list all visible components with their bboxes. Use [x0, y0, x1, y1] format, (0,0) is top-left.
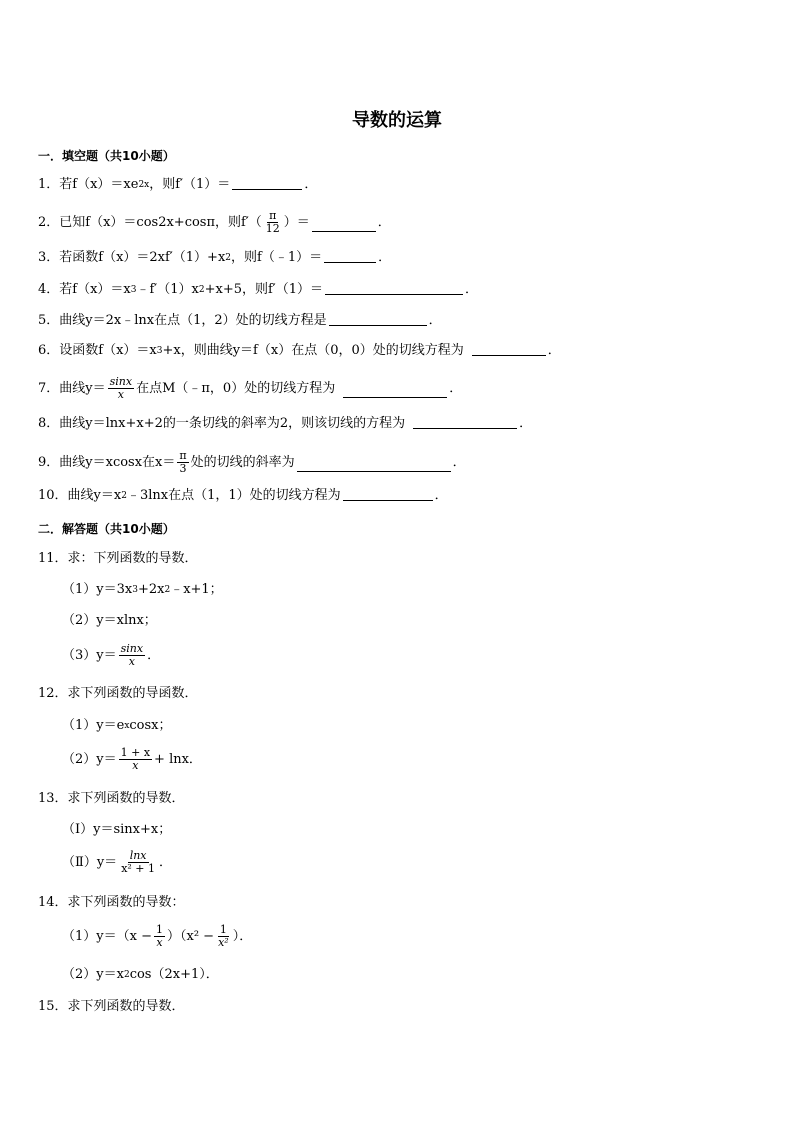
answer-blank — [297, 470, 451, 472]
question-10: 10．曲线y＝x 2 ﹣3lnx在点（1，1）处的切线方程为 ． — [38, 488, 448, 503]
question-11-part-3: （3）y＝ $\frac{\sin x}{x}$ ． — [62, 642, 161, 668]
question-15-stem: 15．求下列函数的导数． — [38, 999, 185, 1014]
question-5: 5．曲线y＝2x﹣lnx在点（1，2）处的切线方程是 ． — [38, 313, 442, 328]
section-fill-blank-heading: 一．填空题（共10小题） — [38, 149, 175, 163]
fraction: $\frac{1}{\text{x²}}$ — [218, 923, 229, 949]
answer-blank — [329, 324, 427, 326]
answer-blank — [413, 427, 517, 429]
page-title: 导数的运算 — [352, 110, 442, 131]
question-12-part-2: （2）y＝ $\frac{1 + x}{x}$ + lnx． — [62, 746, 202, 772]
question-11-stem: 11．求：下列函数的导数． — [38, 551, 198, 566]
fraction: $\frac{\sin x}{x}$ — [109, 375, 133, 401]
fraction: $\frac{\sin x}{x}$ — [120, 642, 144, 668]
question-1: 1．若 f（x）＝xe 2x ，则f′（1）＝ ． — [38, 177, 318, 192]
fraction: $\frac{1}{x}$ — [155, 923, 163, 949]
question-14-part-1: （1）y＝（x − $\frac{1}{x}$ ）（x² − $\frac{1}{\text{x²}}$ ）． — [62, 923, 253, 949]
question-14-stem: 14．求下列函数的导数： — [38, 895, 185, 910]
question-11-part-1: （1）y＝3x 3 +2x 2 ﹣x+1； — [62, 582, 223, 597]
answer-blank — [325, 293, 463, 295]
answer-blank — [232, 188, 302, 190]
question-2: 2．已知f（x）＝cos2x+cosπ，则f′（ $\frac{\pi}{12}$ ）＝ ． — [38, 209, 391, 235]
question-7: 7．曲线y＝ $\frac{\sin x}{x}$ 在点M（﹣π，0）处的切线方程为 ． — [38, 375, 463, 401]
question-12-part-1: （1）y＝e x cosx； — [62, 718, 172, 733]
question-13-part-1: （Ⅰ）y＝sinx+x； — [62, 822, 172, 837]
question-9: 9．曲线y＝xcosx在x＝ $\frac{\pi}{3}$ 处的切线的斜率为 ． — [38, 449, 466, 475]
question-14-part-2: （2）y＝x 2 cos（2x+1）． — [62, 967, 219, 982]
question-3: 3．若函数f（x）＝2xf′（1）+x 2 ，则f（﹣1）＝ ． — [38, 250, 392, 265]
fraction: $\frac{\ln x}{\text{x² + 1}}$ — [121, 849, 156, 875]
answer-blank — [312, 230, 376, 232]
question-11-part-2: （2）y＝xlnx； — [62, 613, 157, 628]
question-13-stem: 13．求下列函数的导数． — [38, 791, 185, 806]
fraction: $\frac{\pi}{3}$ — [179, 449, 187, 475]
question-13-part-2: （Ⅱ）y＝ $\frac{\ln x}{\text{x² + 1}}$ ． — [62, 849, 173, 875]
answer-blank — [324, 261, 376, 263]
question-8: 8．曲线y＝lnx+x+2的一条切线的斜率为2，则该切线的方程为 ． — [38, 416, 533, 431]
answer-blank — [472, 354, 546, 356]
fraction: $\frac{\pi}{12}$ — [265, 209, 280, 235]
question-12-stem: 12．求下列函数的导函数． — [38, 686, 198, 701]
answer-blank — [343, 499, 433, 501]
question-6: 6．设函数f（x）＝x 3 +x，则曲线y＝f（x）在点（0，0）处的切线方程为 ． — [38, 343, 561, 358]
section-answer-heading: 二．解答题（共10小题） — [38, 522, 175, 536]
fraction: $\frac{1 + x}{x}$ — [120, 746, 151, 772]
answer-blank — [343, 396, 447, 398]
question-4: 4．若f（x）＝x 3 ﹣f′（1）x 2 +x+5，则f′（1）＝ ． — [38, 282, 479, 297]
